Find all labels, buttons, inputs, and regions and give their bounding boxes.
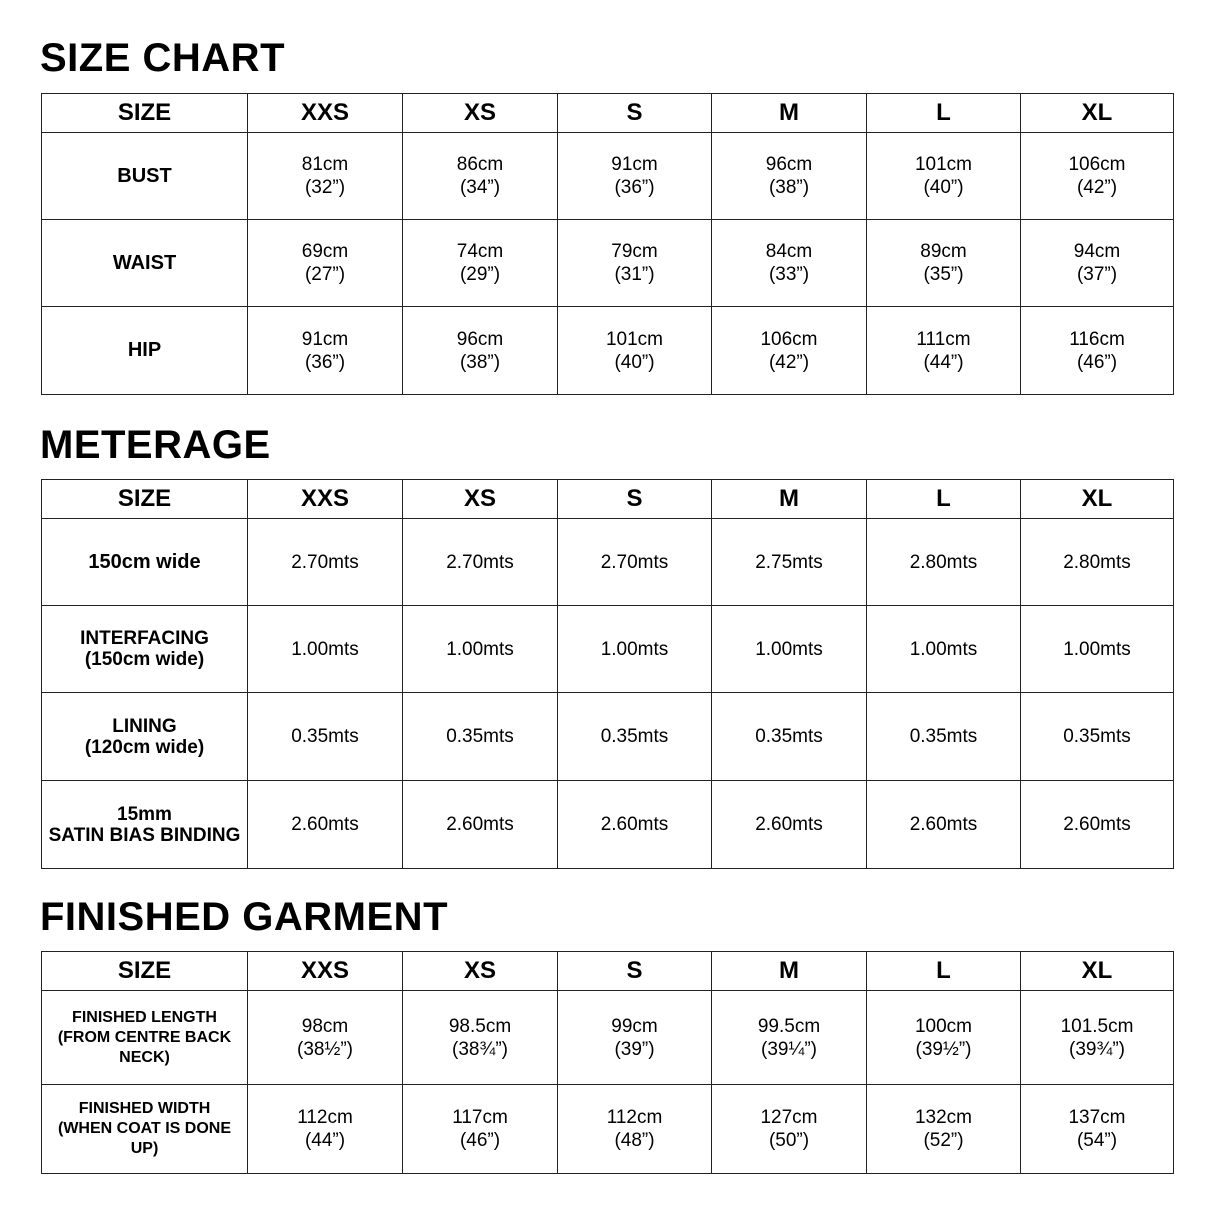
table-row	[42, 693, 1174, 781]
measurement-cell	[248, 693, 403, 781]
measurement-cell	[558, 519, 712, 606]
measurement-cell	[403, 1085, 558, 1174]
measurement-cell	[403, 519, 558, 606]
row-label-line: (150cm wide)	[84, 649, 205, 670]
row-label-line: FINISHED LENGTH	[72, 1008, 217, 1026]
measurement-cell	[712, 220, 867, 307]
metric-value: 1.00mts	[291, 638, 359, 660]
row-label	[42, 133, 248, 220]
measurement-cell	[712, 133, 867, 220]
size-header-xxs: XXS	[248, 952, 403, 991]
measurement-cell	[1021, 133, 1174, 220]
metric-value: 106cm	[1068, 154, 1126, 175]
metric-value: 117cm	[452, 1107, 508, 1128]
table-row	[42, 133, 1174, 220]
row-label-line: UP)	[130, 1140, 159, 1157]
row-label-line: (FROM CENTRE BACK	[57, 1028, 232, 1046]
measurement-cell	[1021, 693, 1174, 781]
row-label	[42, 220, 248, 307]
metric-value: 84cm	[765, 241, 813, 262]
metric-value: 0.35mts	[600, 726, 669, 747]
imperial-value: (46”)	[1076, 351, 1118, 373]
meterage-title: METERAGE	[40, 423, 271, 467]
imperial-value: (44”)	[923, 351, 964, 373]
metric-value: 127cm	[760, 1107, 818, 1128]
imperial-value: (38½”)	[297, 1038, 353, 1060]
imperial-value: (31”)	[614, 264, 655, 285]
row-label-line: INTERFACING	[80, 628, 209, 649]
measurement-cell	[403, 307, 558, 395]
row-label-line: WAIST	[112, 251, 177, 274]
measurement-cell	[558, 133, 712, 220]
metric-value: 112cm	[606, 1107, 663, 1128]
row-label-line: SATIN BIAS BINDING	[48, 824, 241, 846]
finished-garment-title: FINISHED GARMENT	[40, 895, 448, 939]
measurement-cell	[1021, 1085, 1174, 1174]
imperial-value: (27”)	[304, 264, 346, 285]
measurement-cell	[558, 693, 712, 781]
imperial-value: (54”)	[1076, 1130, 1118, 1151]
measurement-cell	[558, 220, 712, 307]
imperial-value: (34”)	[459, 177, 501, 198]
size-header-l: L	[867, 480, 1021, 519]
table-row	[42, 307, 1174, 395]
metric-value: 0.35mts	[291, 726, 359, 747]
size-chart-title: SIZE CHART	[40, 36, 285, 80]
metric-value: 2.60mts	[1063, 814, 1131, 835]
measurement-cell	[248, 991, 403, 1085]
metric-value: 2.60mts	[909, 814, 978, 835]
row-label	[42, 991, 248, 1085]
size-header-m: M	[712, 952, 867, 991]
metric-value: 96cm	[765, 154, 813, 175]
imperial-value: (46”)	[459, 1130, 501, 1151]
metric-value: 2.80mts	[909, 551, 978, 573]
imperial-value: (42”)	[768, 351, 810, 373]
table-row	[42, 1085, 1174, 1174]
metric-value: 69cm	[301, 241, 349, 262]
measurement-cell	[403, 133, 558, 220]
metric-value: 2.60mts	[600, 814, 669, 835]
imperial-value: (36”)	[614, 177, 655, 198]
measurement-cell	[712, 307, 867, 395]
row-label	[42, 606, 248, 693]
imperial-value: (39½”)	[915, 1038, 972, 1060]
measurement-cell	[248, 1085, 403, 1174]
measurement-cell	[403, 991, 558, 1085]
measurement-cell	[1021, 220, 1174, 307]
imperial-value: (44”)	[304, 1130, 346, 1151]
size-header-l: L	[867, 94, 1021, 133]
metric-value: 1.00mts	[446, 638, 514, 660]
header-row	[42, 94, 1174, 133]
size-chart-table	[41, 93, 1174, 395]
measurement-cell	[558, 606, 712, 693]
metric-value: 100cm	[914, 1015, 973, 1037]
imperial-value: (38”)	[459, 351, 501, 373]
imperial-value: (29”)	[459, 264, 501, 285]
measurement-cell	[403, 606, 558, 693]
size-column-header: SIZE	[42, 480, 248, 519]
metric-value: 2.70mts	[600, 551, 669, 573]
size-header-xxs: XXS	[248, 94, 403, 133]
imperial-value: (52”)	[923, 1130, 964, 1151]
metric-value: 81cm	[301, 154, 349, 175]
row-label	[42, 307, 248, 395]
imperial-value: (39¼”)	[761, 1038, 817, 1060]
metric-value: 2.75mts	[755, 551, 823, 573]
metric-value: 0.35mts	[1063, 726, 1131, 747]
measurement-cell	[1021, 519, 1174, 606]
imperial-value: (38”)	[768, 177, 810, 198]
imperial-value: (42”)	[1076, 177, 1118, 198]
metric-value: 2.70mts	[446, 551, 514, 573]
metric-value: 2.60mts	[291, 814, 359, 835]
size-header-s: S	[558, 480, 712, 519]
imperial-value: (39”)	[614, 1038, 655, 1060]
row-label	[42, 1085, 248, 1174]
metric-value: 91cm	[611, 154, 658, 175]
metric-value: 2.70mts	[291, 551, 359, 573]
size-header-xl: XL	[1021, 94, 1174, 133]
imperial-value: (50”)	[768, 1130, 810, 1151]
table-row	[42, 519, 1174, 606]
measurement-cell	[867, 307, 1021, 395]
size-column-header: SIZE	[42, 94, 248, 133]
measurement-cell	[867, 693, 1021, 781]
metric-value: 98.5cm	[448, 1015, 512, 1037]
metric-value: 132cm	[914, 1107, 973, 1128]
row-label-line: (WHEN COAT IS DONE	[57, 1120, 232, 1137]
row-label	[42, 693, 248, 781]
metric-value: 91cm	[301, 328, 349, 350]
size-header-m: M	[712, 480, 867, 519]
row-label-line: 150cm wide	[88, 550, 201, 573]
measurement-cell	[403, 693, 558, 781]
row-label-line: FINISHED WIDTH	[78, 1100, 211, 1117]
metric-value: 1.00mts	[755, 638, 823, 660]
metric-value: 0.35mts	[446, 726, 514, 747]
table-row	[42, 781, 1174, 869]
size-header-xs: XS	[403, 94, 558, 133]
size-header-xxs: XXS	[248, 480, 403, 519]
metric-value: 111cm	[916, 328, 971, 350]
metric-value: 101cm	[605, 328, 664, 350]
imperial-value: (35”)	[923, 264, 964, 285]
measurement-cell	[867, 991, 1021, 1085]
size-header-m: M	[712, 94, 867, 133]
measurement-cell	[867, 1085, 1021, 1174]
row-label-line: HIP	[127, 339, 162, 361]
finished-garment-table	[41, 951, 1174, 1174]
measurement-cell	[1021, 307, 1174, 395]
imperial-value: (40”)	[923, 177, 964, 198]
measurement-cell	[558, 781, 712, 869]
measurement-cell	[867, 606, 1021, 693]
row-label	[42, 519, 248, 606]
measurement-cell	[248, 781, 403, 869]
table-row	[42, 991, 1174, 1085]
metric-value: 101cm	[914, 154, 973, 175]
header-row	[42, 480, 1174, 519]
row-label-line: NECK)	[119, 1048, 170, 1066]
measurement-cell	[1021, 781, 1174, 869]
metric-value: 86cm	[456, 154, 504, 175]
metric-value: 137cm	[1068, 1107, 1126, 1128]
measurement-cell	[712, 1085, 867, 1174]
measurement-cell	[248, 519, 403, 606]
imperial-value: (37”)	[1076, 264, 1118, 285]
measurement-cell	[558, 1085, 712, 1174]
measurement-cell	[558, 307, 712, 395]
measurement-cell	[867, 781, 1021, 869]
measurement-cell	[248, 307, 403, 395]
row-label-line: LINING	[112, 715, 177, 737]
measurement-cell	[712, 606, 867, 693]
imperial-value: (38¾”)	[452, 1038, 508, 1060]
size-header-s: S	[558, 952, 712, 991]
metric-value: 1.00mts	[600, 638, 669, 660]
metric-value: 0.35mts	[909, 726, 978, 747]
metric-value: 1.00mts	[909, 638, 978, 660]
metric-value: 74cm	[456, 241, 504, 262]
measurement-cell	[248, 133, 403, 220]
metric-value: 98cm	[301, 1015, 349, 1037]
metric-value: 79cm	[611, 241, 658, 262]
measurement-cell	[867, 519, 1021, 606]
size-header-s: S	[558, 94, 712, 133]
metric-value: 94cm	[1073, 241, 1121, 262]
metric-value: 96cm	[456, 328, 504, 350]
metric-value: 101.5cm	[1060, 1015, 1134, 1037]
size-header-l: L	[867, 952, 1021, 991]
imperial-value: (32”)	[304, 177, 346, 198]
measurement-cell	[558, 991, 712, 1085]
metric-value: 2.60mts	[755, 814, 823, 835]
imperial-value: (48”)	[614, 1130, 655, 1151]
row-label-line: 15mm	[117, 803, 172, 825]
metric-value: 89cm	[920, 241, 967, 262]
imperial-value: (36”)	[304, 351, 346, 373]
measurement-cell	[1021, 991, 1174, 1085]
measurement-cell	[1021, 606, 1174, 693]
measurement-cell	[403, 781, 558, 869]
metric-value: 99.5cm	[757, 1015, 821, 1037]
size-header-xs: XS	[403, 952, 558, 991]
row-label-line: BUST	[117, 164, 172, 187]
size-column-header: SIZE	[42, 952, 248, 991]
metric-value: 116cm	[1069, 328, 1125, 350]
imperial-value: (40”)	[614, 351, 655, 373]
metric-value: 2.80mts	[1063, 551, 1131, 573]
metric-value: 99cm	[611, 1015, 658, 1037]
measurement-cell	[867, 220, 1021, 307]
meterage-table	[41, 479, 1174, 869]
metric-value: 1.00mts	[1063, 638, 1131, 660]
size-header-xl: XL	[1021, 952, 1174, 991]
imperial-value: (39¾”)	[1069, 1038, 1125, 1060]
metric-value: 2.60mts	[446, 814, 514, 835]
row-label	[42, 781, 248, 869]
measurement-cell	[712, 693, 867, 781]
row-label-line: (120cm wide)	[84, 736, 205, 758]
size-header-xs: XS	[403, 480, 558, 519]
measurement-cell	[867, 133, 1021, 220]
table-row	[42, 220, 1174, 307]
metric-value: 0.35mts	[755, 726, 823, 747]
size-header-xl: XL	[1021, 480, 1174, 519]
measurement-cell	[712, 781, 867, 869]
imperial-value: (33”)	[768, 264, 810, 285]
measurement-cell	[712, 991, 867, 1085]
metric-value: 106cm	[760, 328, 818, 350]
measurement-cell	[712, 519, 867, 606]
metric-value: 112cm	[297, 1107, 353, 1128]
header-row	[42, 952, 1174, 991]
measurement-cell	[403, 220, 558, 307]
table-row	[42, 606, 1174, 693]
measurement-cell	[248, 606, 403, 693]
measurement-cell	[248, 220, 403, 307]
